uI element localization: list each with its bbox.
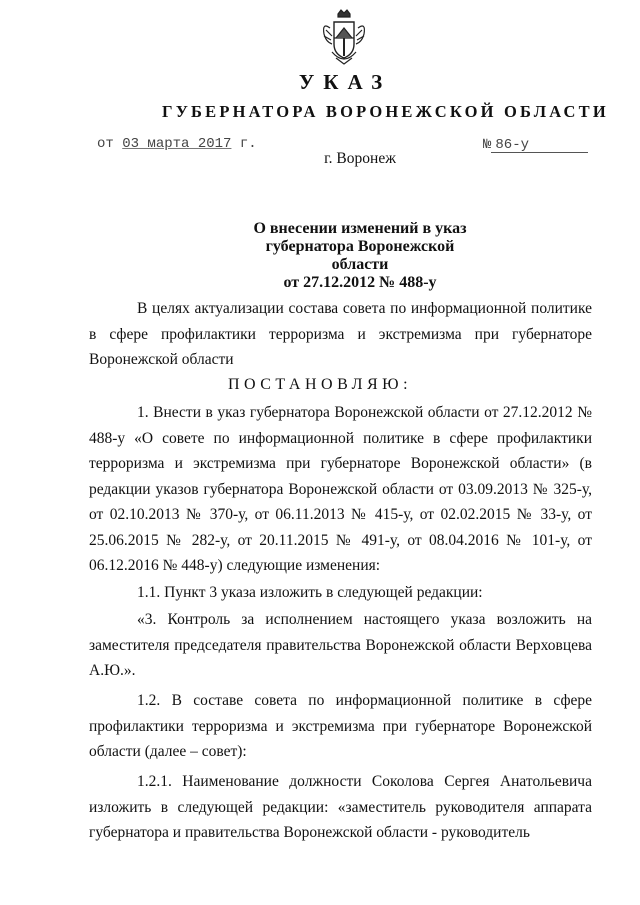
item-1-1-quote-paragraph: «3. Контроль за исполнением настоящего указа возложить на заместителя председателя правительства Воронежской области Верховцева А.Ю.». bbox=[89, 611, 592, 679]
item-1-2-1-paragraph: 1.2.1. Наименование должности Соколова Сергея Анатольевича изложить в следующей редакции: «заместитель руководителя аппарата губернатора и правительства Воронежской области - руководитель bbox=[89, 773, 592, 841]
item-1-2-paragraph: 1.2. В составе совета по информационной политике в сфере профилактики терроризма и экстремизма при губернаторе Воронежской области (далее – совет): bbox=[89, 692, 592, 760]
item-1-1-paragraph: 1.1. Пункт 3 указа изложить в следующей редакции: bbox=[137, 584, 483, 601]
date-suffix: г. bbox=[239, 136, 257, 152]
coat-of-arms-emblem bbox=[318, 8, 370, 68]
city-line: г. Воронеж bbox=[324, 150, 396, 167]
intro-paragraph: В целях актуализации состава совета по информационной политике в сфере профилактики терроризма и экстремизма при губернаторе Воронежской области bbox=[89, 300, 592, 368]
item-1-paragraph: 1. Внести в указ губернатора Воронежской области от 27.12.2012 № 488-у «О совете по информационной политике в сфере профилактики терроризма и экстремизма при губернаторе Воронежской области» (в редакции указов губернатора Воронежской области от 03.09.2013 № 325-у, от 02.10.2013 № 370-у, от 06.11.2013 № 415-у, от 02.02.2015 № 33-у, от 25.06.2015 № 282-у, от 20.11.2015 № 491-у, от 08.04.2016 № 101-у, от 06.12.2016 № 448-у) следующие изменения: bbox=[89, 404, 592, 574]
number-value: 86-у bbox=[491, 138, 588, 153]
title-line-3: от 27.12.2012 № 488-у bbox=[283, 274, 437, 291]
number-prefix: № bbox=[483, 137, 492, 153]
document-title bbox=[240, 220, 480, 292]
title-line-1: О внесении изменений в указ bbox=[253, 220, 467, 237]
resolve-heading: ПОСТАНОВЛЯЮ: bbox=[227, 376, 413, 393]
date-value: 03 марта 2017 bbox=[122, 136, 232, 152]
document-type-heading: УКАЗ bbox=[298, 70, 392, 94]
date-prefix: от bbox=[97, 136, 114, 152]
issuer-heading: ГУБЕРНАТОРА ВОРОНЕЖСКОЙ ОБЛАСТИ bbox=[162, 102, 609, 121]
title-line-2: губернатора Воронежской области bbox=[265, 238, 455, 273]
